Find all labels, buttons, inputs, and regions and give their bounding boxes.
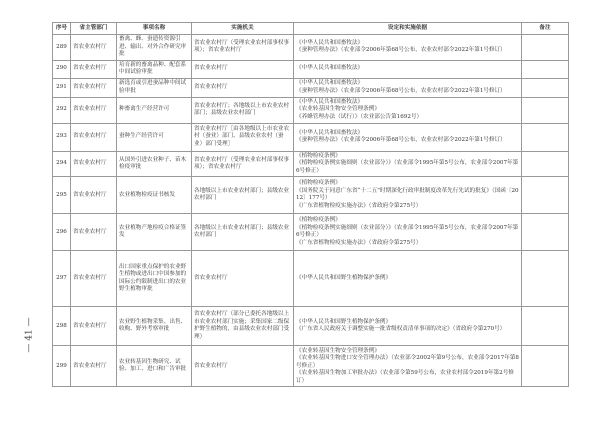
header-department: 省主管部门 xyxy=(71,23,117,35)
agency-cell: 省农业农村厅（受理农业农村部事权事项）；省农业农村厅 xyxy=(192,151,294,177)
header-agency: 实施机关 xyxy=(192,23,294,35)
basis-line: 《中华人民共和国畜牧法》 xyxy=(296,65,364,72)
table-row xyxy=(53,307,569,346)
page-number xyxy=(22,300,38,370)
note-cell xyxy=(522,346,569,387)
department-cell: 省农业农村厅 xyxy=(71,123,117,151)
department-cell: 省农业农村厅 xyxy=(71,97,117,123)
basis-line: 《广东省植物检疫实施办法》（省政府令第275号） xyxy=(296,202,422,209)
basis-cell xyxy=(294,177,522,214)
agency-cell: 省农业农村厅 xyxy=(192,78,294,97)
agency-cell: 省农业农村厅 xyxy=(192,60,294,78)
basis-line: 《中华人民共和国野生植物保护条例》 xyxy=(296,318,392,325)
basis-cell xyxy=(294,35,522,61)
table-row xyxy=(53,78,569,97)
agency-cell: 省农业农村厅（受理农业农村部事权事项）；省农业农村厅 xyxy=(192,35,294,61)
serial-cell: 295 xyxy=(53,177,71,214)
item-name-cell: 畜禽、蜂、蚕遗传资源引进、输出、对外合作研究审批 xyxy=(117,35,192,61)
basis-line: 《蚕种管理办法》（农业部令2006年第68号公布，农业农村部令2022年第1号修订） xyxy=(296,87,506,94)
table-row xyxy=(53,123,569,151)
item-name-cell: 蚕种生产经营许可 xyxy=(117,123,192,151)
serial-cell: 294 xyxy=(53,151,71,177)
basis-line: 《蚕种管理办法》（农业部令2006年第68号公布，农业农村部令2022年第1号修订） xyxy=(296,47,506,54)
basis-line: 《广东省植物检疫实施办法》（省政府令第275号） xyxy=(296,239,422,246)
serial-cell: 290 xyxy=(53,60,71,78)
basis-cell xyxy=(294,251,522,307)
note-cell xyxy=(522,78,569,97)
serial-cell: 289 xyxy=(53,35,71,61)
department-cell: 省农业农村厅 xyxy=(71,60,117,78)
agency-cell: 各地级以上市农业农村部门；县级农业农村部门 xyxy=(192,214,294,251)
basis-cell xyxy=(294,97,522,123)
note-cell xyxy=(522,307,569,346)
note-cell xyxy=(522,97,569,123)
basis-line: 《中华人民共和国畜牧法》 xyxy=(296,129,364,136)
basis-cell xyxy=(294,214,522,251)
basis-line: 《蚕种管理办法》（农业部令2006年第68号公布，农业农村部令2022年第1号修订） xyxy=(296,137,506,144)
item-name-cell: 农业转基因生物研究、试验、加工、进口和广告审批 xyxy=(117,346,192,387)
serial-cell: 292 xyxy=(53,97,71,123)
basis-cell xyxy=(294,78,522,97)
basis-line: 《中华人民共和国畜牧法》 xyxy=(296,39,364,46)
table-row xyxy=(53,35,569,61)
department-cell: 省农业农村厅 xyxy=(71,151,117,177)
serial-cell: 299 xyxy=(53,346,71,387)
department-cell: 省农业农村厅 xyxy=(71,214,117,251)
basis-cell xyxy=(294,307,522,346)
item-name-cell: 农业野生植物采集、出售、收购、野外考察审批 xyxy=(117,307,192,346)
agency-cell: 各地级以上市农业农村部门；县级农业农村部门 xyxy=(192,177,294,214)
basis-line: 《植物检疫条例实施细则（农业部分）》（农业部令1995年第5号公布，农业部令2007年第6号修正） xyxy=(296,160,519,174)
basis-line: 《中华人民共和国野生植物保护条例》 xyxy=(296,275,392,282)
header-note: 备注 xyxy=(522,23,569,35)
note-cell xyxy=(522,251,569,307)
basis-line: 《养蜂管理办法（试行）》（农业部公告第1692号） xyxy=(296,114,423,120)
item-name-cell: 出口国家重点保护的农业野生植物或进出口中国参加的国际公约限制进出口的农业野生植物审批 xyxy=(117,251,192,307)
header-item-name: 事项名称 xyxy=(117,23,192,35)
department-cell: 省农业农村厅 xyxy=(71,78,117,97)
note-cell xyxy=(522,151,569,177)
item-name-cell: 新选育或引进蚕品种中间试验审批 xyxy=(117,78,192,97)
agency-cell: 省农业农村厅（部分已委托各地级以上市农业农村部门实施；采集国家二级保护野生植物的，由县级农业农村部门受理） xyxy=(192,307,294,346)
agency-cell: 省农业农村厅 xyxy=(192,346,294,387)
basis-line: 《中华人民共和国畜牧法》 xyxy=(296,98,364,105)
table-row xyxy=(53,346,569,387)
basis-line: 《广东省人民政府关于调整实施一批省级权责清单事项的决定》（省政府令第270号） xyxy=(296,326,506,333)
department-cell: 省农业农村厅 xyxy=(71,346,117,387)
header-serial: 序号 xyxy=(53,23,71,35)
basis-line: 《农业转基因生物安全管理条例》 xyxy=(296,347,380,354)
item-name-cell: 种畜禽生产经营许可 xyxy=(117,97,192,123)
page-number-text: — 41 — xyxy=(25,317,35,353)
note-cell xyxy=(522,214,569,251)
basis-line: 《农业转基因生物加工审批办法》（农业部令第59号公布，农业农村部令2019年第2号修订） xyxy=(296,370,514,384)
basis-cell xyxy=(294,60,522,78)
basis-cell xyxy=(294,151,522,177)
basis-line: 《中华人民共和国畜牧法》 xyxy=(296,80,364,87)
basis-line: 《农业转基因生物进口安全管理办法》（农业部令2002年第9号公布，农业部令2017年第8号修正） xyxy=(296,355,519,369)
agency-cell: 省农业农村厅 xyxy=(192,251,294,307)
basis-cell xyxy=(294,346,522,387)
agency-cell: 省农业农村厅［由各地级以上市农业农村（蚕业）部门、县级农业农村（蚕业）部门受理］ xyxy=(192,123,294,151)
basis-line: 《农业转基因生物安全管理条例》 xyxy=(296,106,380,113)
department-cell: 省农业农村厅 xyxy=(71,307,117,346)
serial-cell: 293 xyxy=(53,123,71,151)
basis-cell xyxy=(294,123,522,151)
item-name-cell: 培育新的畜禽品种、配套系中间试验审批 xyxy=(117,60,192,78)
basis-line: 《国务院关于同意广东省“十二五”时期深化行政审批制度改革先行先试的批复》（国函〔2012〕177号） xyxy=(296,187,519,202)
basis-line: 《植物检疫条例》 xyxy=(296,180,341,187)
note-cell xyxy=(522,35,569,61)
table-header-row xyxy=(53,23,569,35)
department-cell: 省农业农村厅 xyxy=(71,35,117,61)
table-row xyxy=(53,97,569,123)
table-row xyxy=(53,151,569,177)
department-cell: 省农业农村厅 xyxy=(71,177,117,214)
table-row xyxy=(53,251,569,307)
note-cell xyxy=(522,60,569,78)
item-name-cell: 农业植物检疫证书核发 xyxy=(117,177,192,214)
header-basis: 设定和实施依据 xyxy=(294,23,522,35)
item-name-cell: 从国外引进农业种子、苗木检疫审批 xyxy=(117,151,192,177)
serial-cell: 298 xyxy=(53,307,71,346)
department-cell: 省农业农村厅 xyxy=(71,251,117,307)
note-cell xyxy=(522,123,569,151)
agency-cell: 省农业农村厅；各地级以上市农业农村部门；县级农业农村部门 xyxy=(192,97,294,123)
item-name-cell: 农业植物产地检疫合格证签发 xyxy=(117,214,192,251)
serial-cell: 297 xyxy=(53,251,71,307)
serial-cell: 291 xyxy=(53,78,71,97)
table-row xyxy=(53,177,569,214)
basis-line: 《植物检疫条例》 xyxy=(296,217,341,224)
basis-line: 《植物检疫条例》 xyxy=(296,152,341,159)
table-row xyxy=(53,60,569,78)
table-row xyxy=(53,214,569,251)
approval-items-table xyxy=(52,22,569,387)
basis-line: 《植物检疫条例实施细则（农业部分）》（农业部令1995年第5号公布，农业部令2007年第6号修正） xyxy=(296,224,519,239)
serial-cell: 296 xyxy=(53,214,71,251)
note-cell xyxy=(522,177,569,214)
